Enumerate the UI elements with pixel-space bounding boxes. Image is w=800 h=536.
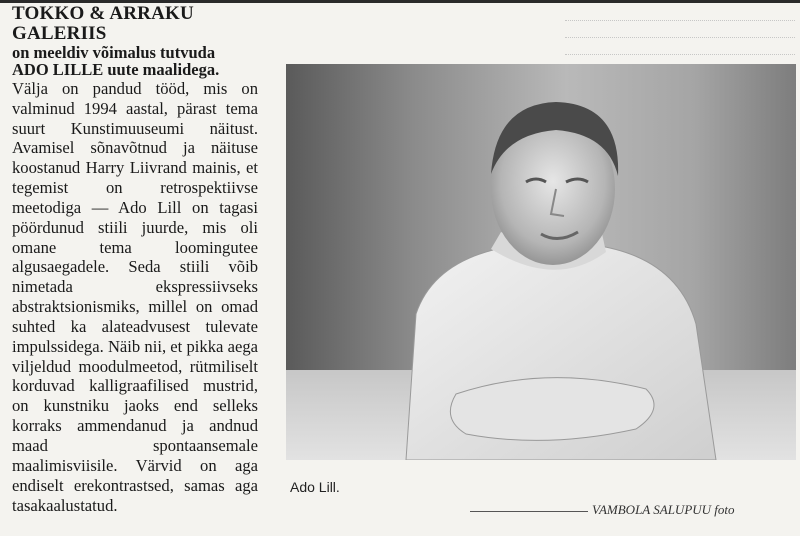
photo-caption: Ado Lill. — [290, 479, 340, 495]
article-body: Välja on pandud tööd, mis on valminud 1994 aastal, pärast tema suurt Kunstimuuseumi näitust. Avamisel sõnavõtnud ja näituse koostanud Harry Liivrand mainis, et tegemist on retrospektiivse meetodiga — Ado Lill on tagasi pöördunud stiili juurde, mis oli omane tema loomingutee algusaegadele. Seda stiili võib nimetada ekspressiivseks abstraktsionismiks, millel on omad suhted ka alateadvusest tulevate impulssidega. Näib nii, et pikka aega viljeldud moodulmeetod, rütmiliselt korduvad kalligraafilised mustrid, on kunstniku jaoks end selleks korraks ammendanud ja andnud maad spontaansemale maalimisviisile. Värvid on aga endiselt erekontrastsed, samas aga tasakaalustatud. — [12, 78, 258, 515]
previous-article-fragment — [565, 4, 795, 56]
credit-rule — [470, 511, 588, 512]
faded-text-line — [565, 44, 795, 55]
photo-credit: VAMBOLA SALUPUU foto — [592, 502, 735, 517]
lede-intro: on meeldiv võimalus tutvuda — [12, 43, 216, 62]
lede-artist-name: ADO LILLE — [12, 60, 104, 80]
portrait-photo — [286, 64, 796, 460]
article-lede — [12, 44, 258, 79]
article — [12, 4, 258, 515]
article-headline: TOKKO & ARRAKU GALERIIS — [12, 3, 194, 44]
lede-rest: uute maalidega. — [103, 60, 220, 80]
faded-text-line — [565, 10, 795, 21]
portrait-figure — [286, 64, 796, 460]
faded-text-line — [565, 27, 795, 38]
